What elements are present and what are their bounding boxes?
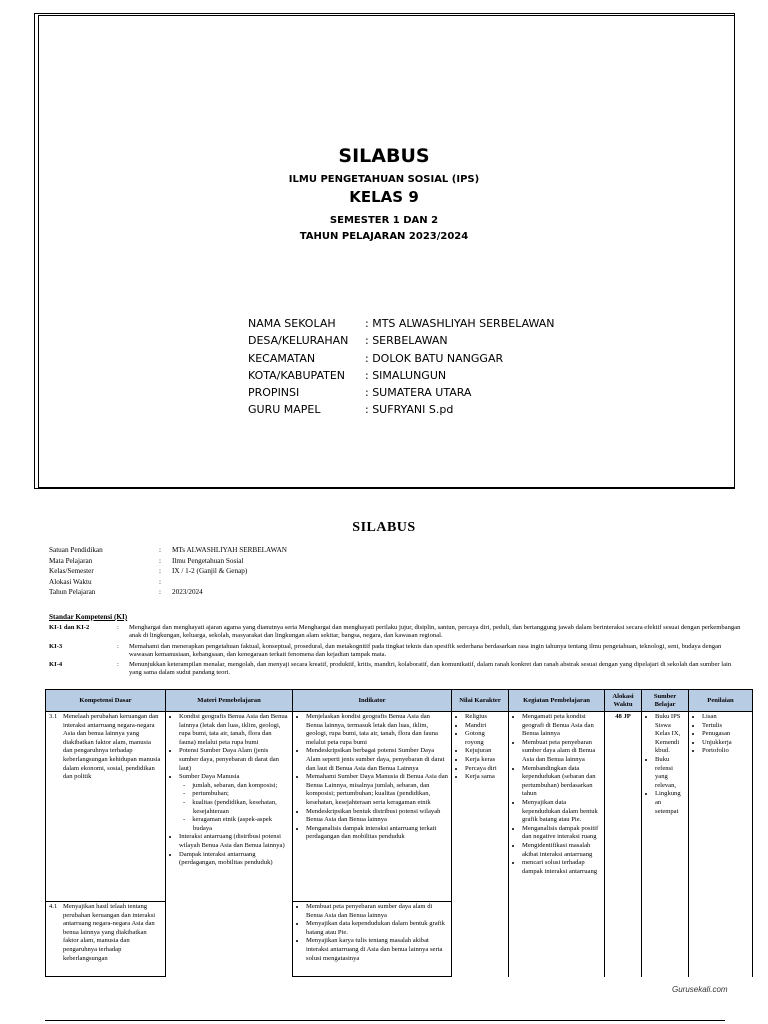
identity-row: Mata Pelajaran : Ilmu Pengetahuan Sosial — [49, 556, 244, 565]
list-item: • Kerja keras — [465, 756, 505, 765]
col-header: Nilai Karakter — [452, 690, 509, 712]
list-item: • Kejujuran — [465, 747, 505, 756]
cover-subject: ILMU PENGETAHUAN SOSIAL (IPS) — [288, 174, 480, 185]
col-header: Alokasi Waktu — [605, 690, 642, 712]
cover-year: TAHUN PELAJARAN 2023/2024 — [299, 231, 469, 242]
list-item: • Mengamati peta kondisi geografi di Benua Asia dan Benua lainnya — [522, 713, 601, 739]
list-item: • Menyajikan data kependudukan dalam bentuk grafik batang atau Pie. — [306, 920, 448, 937]
list-item: • Menganalisis dampak interaksi antarruang terkait perdagangan dan mobilitas penduduk — [306, 825, 448, 842]
list-item: • Lingkung an setempat — [655, 790, 685, 816]
list-item: - jumlah, sebaran, dan komposisi; — [193, 782, 289, 791]
list-item: • Portofolio — [702, 747, 749, 756]
ki-heading: Standar Kompetensi (KI) — [49, 613, 128, 621]
list-item: • Gotong royong — [465, 730, 505, 747]
cover-school-info — [248, 317, 555, 421]
cover-grade: KELAS 9 — [349, 188, 419, 206]
alokasi-cell: 48 JP — [605, 712, 642, 977]
identity-row: Satuan Pendidikan : MTs ALWASHLIYAH SERBELAWAN — [49, 546, 287, 554]
list-item: • Menyajikan karya tulis tentang masalah akibat interaksi antarruang di Asia dan benua lainnya serta solusi mengatasinya — [306, 937, 448, 963]
info-row-regency: KOTA/KABUPATEN : SIMALUNGUN — [248, 368, 447, 382]
list-item: • Potensi Sumber Daya Alam (jenis sumber daya, penyebaran di darat dan laut) — [179, 747, 289, 773]
info-row-district: KECAMATAN : DOLOK BATU NANGGAR — [248, 351, 504, 365]
footer-divider — [45, 1020, 725, 1021]
list-item: • Menjelaskan kondisi geografis Benua Asia dan Benua lainnya, termasuk letak dan luas, iklim, geologi, rupa bumi, tata air, tanah, flora dan fauna melalui peta rupa bumi — [306, 713, 448, 747]
col-header: Sumber Belajar — [642, 690, 689, 712]
cover-title: SILABUS — [338, 145, 430, 167]
identity-row: Tahun Pelajaran : 2023/2024 — [49, 588, 203, 596]
watermark-text: Gurusekali.com — [672, 985, 728, 994]
col-header: Kegiatan Pembelajaran — [509, 690, 605, 712]
indikator-cell — [293, 712, 452, 902]
info-row-province: PROPINSI : SUMATERA UTARA — [248, 386, 472, 400]
list-item: • Penugasan — [702, 730, 749, 739]
list-item: • Kondisi geografis Benua Asia dan Benua lainnya (letak dan luas, iklim, geologi, rupa bumi, tata air, tanah, flora dan fauna) melalui peta rupa bumi — [179, 713, 289, 747]
list-item: - keragaman etnik (aspek-aspek budaya — [193, 816, 289, 833]
list-item: • Membuat peta penyebaran sumber daya alam di Benua Asia dan Benua lainnya — [306, 903, 448, 920]
indikator-cell — [293, 902, 452, 977]
nilai-cell — [452, 712, 509, 977]
sumber-cell — [642, 712, 689, 977]
list-item: • Mendeskripsikan bentuk distribusi potensi wilayah Benua Asia dan Benua lainnya — [306, 808, 448, 825]
list-item: • Religius — [465, 713, 505, 722]
col-header: Indikator — [293, 690, 452, 712]
list-item: • mencari solusi terhadap dampak interaksi antarruang — [522, 859, 601, 876]
list-item: • Tertulis — [702, 722, 749, 731]
list-item: • Mendeskripsikan berbagai potensi Sumber Daya Alam seperti jenis sumber daya, penyebaran di darat dan laut di Benua Asia dan Benua Lainnya — [306, 747, 448, 773]
list-item: • Dampak interaksi antarruang (perdagangan, mobilitas penduduk) — [179, 851, 289, 868]
list-item: • Interaksi antarruang (distribusi potensi wilayah Benua Asia dan Benua lainnya) — [179, 833, 289, 850]
info-row-school: NAMA SEKOLAH : MTS ALWASHLIYAH SERBELAWAN — [248, 317, 555, 330]
list-item: • Menyajikan data kependudukan dalam bentuk grafik batang atau Pie. — [522, 799, 601, 825]
col-header: Kompetensi Dasar — [46, 690, 166, 712]
col-header: Materi Pemebelajaran — [166, 690, 293, 712]
list-item: • Mengidentifikasi masalah akibat interaksi antarruang — [522, 842, 601, 859]
info-row-teacher: GURU MAPEL : SUFRYANI S.pd — [248, 403, 454, 417]
list-item: - kualitas (pendidikan, kesehatan, kesejahteraan — [193, 799, 289, 816]
col-header: Penilaian — [689, 690, 753, 712]
list-item: • Buku refensi yang relevan, — [655, 756, 685, 790]
identity-row: Kelas/Semester : IX / 1-2 (Ganjil & Genap) — [49, 567, 248, 575]
list-item: • Membuat peta penyebaran sumber daya alam di Benua Asia dan Benua lainnya — [522, 739, 601, 765]
list-item: • Menganalisis dampak positif dan negative interaksi ruang — [522, 825, 601, 842]
list-item: • Mandiri — [465, 722, 505, 731]
list-item: • Membandingkan data kependudukan (sebaran dan pertumbuhan) berdasarkan tahun — [522, 765, 601, 799]
syllabus-table — [45, 689, 753, 977]
list-item: • Lisan — [702, 713, 749, 722]
list-item: • Percaya diri — [465, 765, 505, 774]
syllabus-title: SILABUS — [352, 520, 416, 535]
info-row-village: DESA/KELURAHAN : SERBELAWAN — [248, 334, 448, 348]
kd-cell: 4.1 Menyajikan hasil telaah tentang perubahan keruangan dan interaksi antarruang negara-negara Asia dan benua lainnya yang diakibatkan faktor alam, manusia dan pengaruhnya terhadap keberlangsungan — [46, 902, 166, 977]
list-item: • Kerja sama — [465, 773, 505, 782]
list-item: • Buku IPS Siswa Kelas IX, Kemendi kbud. — [655, 713, 685, 756]
table-header-row — [46, 690, 753, 712]
list-item: - pertumbuhan; — [193, 790, 289, 799]
list-item: • Memahami Sumber Daya Manusia di Benua Asia dan Benua Lainnya, misalnya jumlah, sebaran, dan komposisi; pertumbuhan; kualitas (pendidikan, kesehatan, kesejahteraan serta keragaman etnik — [306, 773, 448, 807]
materi-cell — [166, 712, 293, 977]
kd-cell: 3.1 Menelaah perubahan keruangan dan interaksi antarruang negara-negara Asia dan benua lainnya yang diakibatkan faktor alam, manusia dan pengaruhnya terhadap keberlangsungan kehidupan manusia dalam ekonomi, sosial, pendidikan dan politik — [46, 712, 166, 902]
kegiatan-cell — [509, 712, 605, 977]
cover-semester: SEMESTER 1 DAN 2 — [329, 215, 439, 226]
table-row — [46, 712, 753, 902]
list-item: • Sumber Daya Manusia - jumlah, sebaran, dan komposisi; - pertumbuhan; - kualitas (pendidikan, kesehatan, kesejahteraan - keragaman etnik (aspek-aspek budaya — [179, 773, 289, 833]
identity-block — [49, 546, 287, 599]
list-item: • Unjukkerja — [702, 739, 749, 748]
penilaian-cell — [689, 712, 753, 977]
identity-row: Alokasi Waktu : — [49, 577, 161, 586]
